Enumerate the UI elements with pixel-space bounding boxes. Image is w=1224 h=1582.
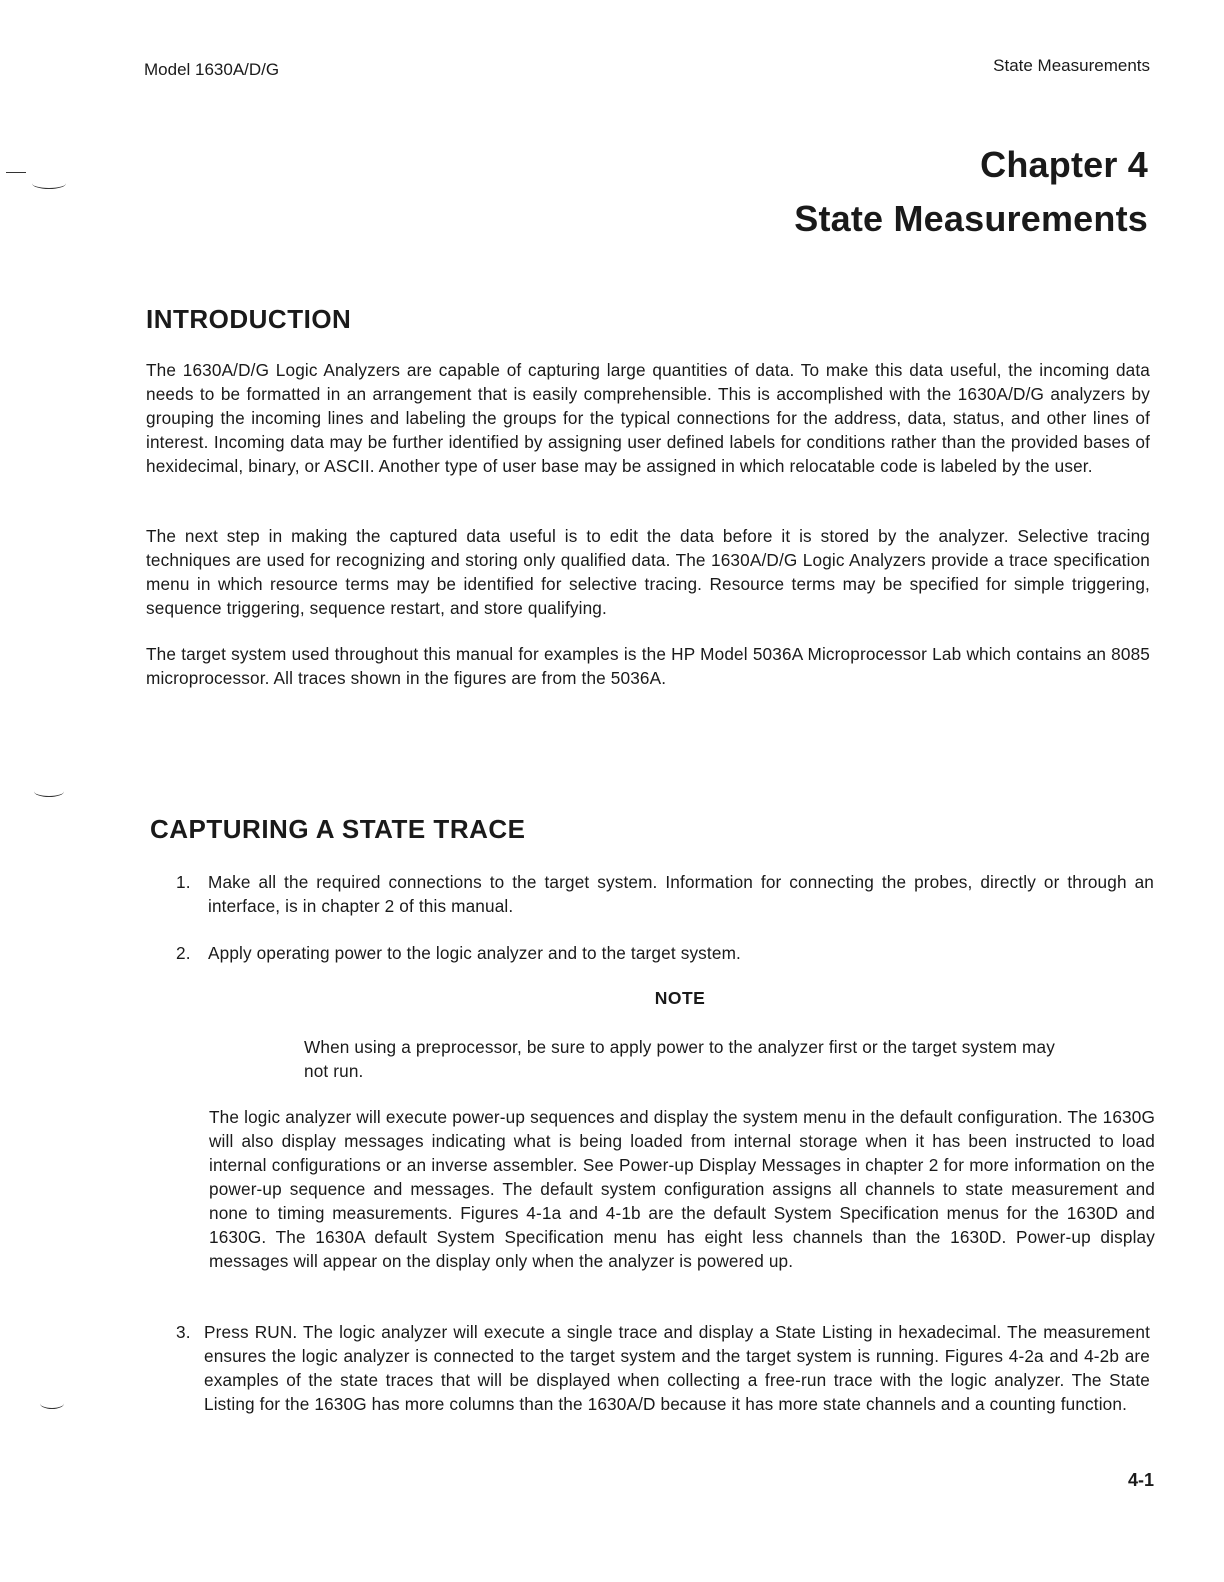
header-model: Model 1630A/D/G <box>144 60 280 79</box>
scan-mark <box>6 172 26 173</box>
note-label: NOTE <box>654 988 706 1008</box>
step-number: 3. <box>176 1322 191 1342</box>
note-text: When using a preprocessor, be sure to apply power to the analyzer first or the target system may not run. <box>304 1037 1055 1081</box>
step-text: Make all the required connections to the target system. Information for connecting the probes, directly or through an interface, is in chapter 2 of this manual. <box>208 872 1154 916</box>
header-section: State Measurements <box>993 56 1150 75</box>
chapter-title <box>794 138 1148 246</box>
list-item <box>176 1320 1156 1440</box>
introduction-heading: INTRODUCTION <box>146 304 352 334</box>
scan-mark <box>34 786 64 797</box>
running-header <box>144 56 1150 84</box>
step-text: Apply operating power to the logic analyzer and to the target system. <box>208 943 741 963</box>
step-text: Press RUN. The logic analyzer will execute a single trace and display a State Listing in hexadecimal. The measurement ensures the logic analyzer is connected to the target system and the target system is running. Figures 4-2a and 4-2b are examples of the state traces that will be displayed when collecting a free-run trace with the logic analyzer. The State Listing for the 1630G has more columns than the 1630A/D because it has more state channels and a counting function. <box>204 1322 1150 1414</box>
step-number: 2. <box>176 943 191 963</box>
capturing-heading: CAPTURING A STATE TRACE <box>150 814 526 844</box>
chapter-name: State Measurements <box>794 198 1148 239</box>
list-item <box>176 941 1156 965</box>
list-item <box>176 870 1156 918</box>
step-followup-paragraph: The logic analyzer will execute power-up sequences and display the system menu in the default configuration. The 1630G will also display messages indicating what is being loaded from internal storage when it has been instructed to load internal configurations or an inverse assembler. See Power-up Display Messages in chapter 2 for more information on the power-up sequence and messages. The default system configuration assigns all channels to state measurement and none to timing measurements. Figures 4-1a and 4-1b are the default System Specification menus for the 1630D and 1630G. The 1630A default System Specification menu has eight less channels than the 1630D. Power-up display messages will appear on the display only when the analyzer is powered up. <box>209 1107 1155 1271</box>
intro-paragraph: The target system used throughout this manual for examples is the HP Model 5036A Microprocessor Lab which contains an 8085 microprocessor. All traces shown in the figures are from the 5036A. <box>146 644 1150 688</box>
intro-paragraph: The 1630A/D/G Logic Analyzers are capable of capturing large quantities of data. To make this data useful, the incoming data needs to be formatted in an arrangement that is easily comprehensible. This is accomplished with the 1630A/D/G analyzers by grouping the incoming lines and labeling the groups for the typical connections for the address, data, status, and other lines of interest. Incoming data may be further identified by assigning user defined labels for conditions rather than the provided bases of hexidecimal, binary, or ASCII. Another type of user base may be assigned in which relocatable code is labeled by the user. <box>146 360 1150 476</box>
scan-mark <box>32 178 66 189</box>
intro-paragraph: The next step in making the captured data useful is to edit the data before it is stored by the analyzer. Selective tracing techniques are used for recognizing and storing only qualified data. The 1630A/D/G Logic Analyzers provide a trace specification menu in which resource terms may be identified for selective tracing. Resource terms may be specified for simple triggering, sequence triggering, sequence restart, and store qualifying. <box>146 526 1150 618</box>
chapter-number: Chapter 4 <box>980 144 1148 185</box>
page-number: 4-1 <box>1127 1470 1154 1490</box>
scan-mark <box>40 1398 64 1409</box>
step-number: 1. <box>176 872 191 892</box>
